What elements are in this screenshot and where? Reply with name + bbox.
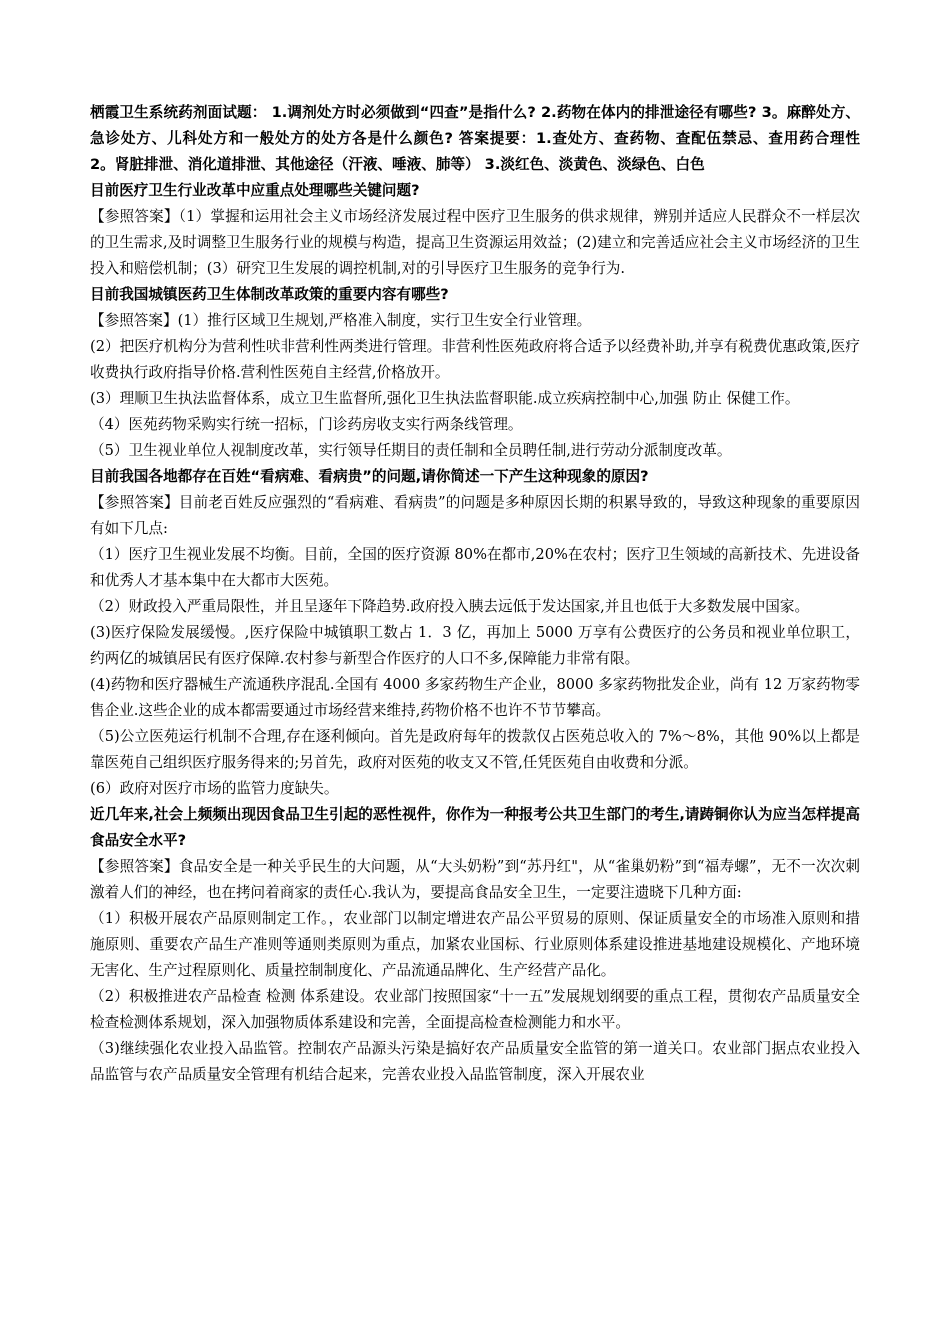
answer-3-item-3: (3)医疗保险发展缓慢。,医疗保险中城镇职工数占 1．3 亿，再加上 5000 万享有公费医疗的公务员和视业单位职工，约两亿的城镇居民有医疗保障.农村参与新型合作医疗的人口不多,保障能力非常有限。: [90, 624, 860, 667]
document-page: [90, 100, 904, 1088]
answer-4-item-2: （2）积极推进农产品检查 检测 体系建设。农业部门按照国家“十一五”发展规划纲要的重点工程，贯彻农产品质量安全检查检测体系规划，深入加强物质体系建设和完善，全面提高检查检测能力和水平。: [90, 988, 860, 1031]
question-3: 目前我国各地都存在百姓“看病难、看病贵”的问题,请你简述一下产生这种现象的原因?: [90, 468, 649, 485]
question-4: 近几年来,社会上频频出现因食品卫生引起的恶性视件，你作为一种报考公共卫生部门的考生,请踌铜你认为应当怎样提高食品安全水平?: [90, 806, 860, 849]
intro-paragraph: 栖霞卫生系统药剂面试题： 1.调剂处方时必须做到“四查”是指什么? 2.药物在体内的排泄途径有哪些? 3。麻醉处方、急诊处方、儿科处方和一般处方的处方各是什么颜色? 答案提要：1.查处方、查药物、查配伍禁忌、查用药合理性 2。肾脏排泄、消化道排泄、其他途径（汗液、唾液、肺等） 3.淡红色、淡黄色、淡绿色、白色: [90, 104, 904, 173]
question-1: 目前医疗卫生行业改革中应重点处理哪些关键问题?: [90, 182, 420, 199]
answer-3-item-1: （1）医疗卫生视业发展不均衡。目前，全国的医疗资源 80%在都市,20%在农村；医疗卫生领域的高新技术、先进设备和优秀人才基本集中在大都市大医苑。: [90, 546, 860, 589]
answer-3-item-4: (4)药物和医疗器械生产流通秩序混乱.全国有 4000 多家药物生产企业，8000 多家药物批发企业，尚有 12 万家药物零售企业.这些企业的成本都需要通过市场经营来维持,药物价格不也许不节节攀高。: [90, 676, 860, 719]
answer-4-item-1: （1）积极开展农产品原则制定工作。，农业部门以制定增进农产品公平贸易的原则、保证质量安全的市场准入原则和措施原则、重要农产品生产准则等通则类原则为重点，加紧农业国标、行业原则体系建设推进基地建设规模化、产地环境无害化、生产过程原则化、质量控制制度化、产品流通品牌化、生产经营产品化。: [90, 910, 860, 979]
answer-3-item-6: (6）政府对医疗市场的监管力度缺失。: [90, 780, 339, 797]
answer-4-intro: 【参照答案】食品安全是一种关乎民生的大问题，从“大头奶粉”到“苏丹红"，从“雀巢奶粉”到“福寿螺”，无不一次次刺激着人们的神经，也在拷问着商家的责任心.我认为，要提高食品安全卫生，一定要注遗晓下几种方面:: [90, 858, 860, 901]
answer-2-item-5: （5）卫生视业单位人视制度改革，实行领导任期目的责任制和全员聘任制,进行劳动分派制度改革。: [90, 442, 732, 459]
answer-2-item-4: （4）医苑药物采购实行统一招标，门诊药房收支实行两条线管理。: [90, 416, 523, 433]
answer-2-item-1: 【参照答案】(1）推行区域卫生规划,严格准入制度，实行卫生安全行业管理。: [90, 312, 592, 329]
question-2: 目前我国城镇医药卫生体制改革政策的重要内容有哪些?: [90, 286, 449, 303]
answer-3-item-2: （2）财政投入严重局限性，并且呈逐年下降趋势.政府投入胰去远低于发达国家,并且也低于大多数发展中国家。: [90, 598, 810, 615]
answer-2-item-3: (3）理顺卫生执法监督体系，成立卫生监督所,强化卫生执法监督职能.成立疾病控制中心,加强 防止 保健工作。: [90, 390, 800, 407]
answer-2-item-2: (2）把医疗机构分为营利性吠非营利性两类进行管理。非营利性医苑政府将合适予以经费补助,并享有税费优惠政策,医疗收费执行政府指导价格.营利性医苑自主经营,价格放开。: [90, 338, 860, 381]
answer-3-item-5: （5)公立医苑运行机制不合理,存在逐利倾向。首先是政府每年的拨款仅占医苑总收入的 7%～8%，其他 90%以上都是靠医苑自己组织医疗服务得来的;另首先，政府对医苑的收支又不管,任凭医苑自由收费和分派。: [90, 728, 860, 771]
answer-4-item-3: （3)继续强化农业投入品监管。控制农产品源头污染是搞好农产品质量安全监管的第一道关口。农业部门据点农业投入品监管与农产品质量安全管理有机结合起来，完善农业投入品监管制度，深入开展农业: [90, 1040, 860, 1083]
answer-1: 【参照答案】（1）掌握和运用社会主义市场经济发展过程中医疗卫生服务的供求规律，辨别并适应人民群众不一样层次的卫生需求,及时调整卫生服务行业的规模与构造，提高卫生资源运用效益；(2)建立和完善适应社会主义市场经济的卫生投入和赔偿机制；(3）研究卫生发展的调控机制,对的引导医疗卫生服务的竞争行为.: [90, 208, 860, 277]
answer-3-intro: 【参照答案】目前老百姓反应强烈的“看病难、看病贵”的问题是多种原因长期的积累导致的，导致这种现象的重要原因有如下几点:: [90, 494, 860, 537]
